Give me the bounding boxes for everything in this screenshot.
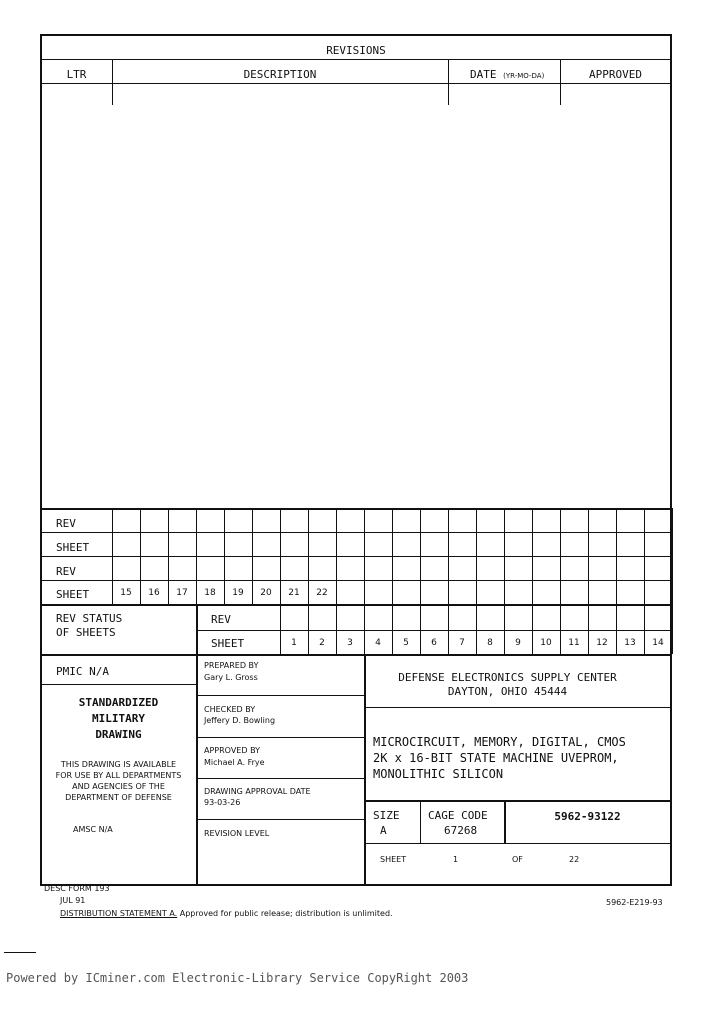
size-value: A (380, 824, 387, 837)
upper-grid-vline (336, 508, 337, 604)
upper-sheet-number: 22 (316, 588, 328, 598)
lower-sheet-number: 14 (652, 638, 664, 648)
std-line1: STANDARDIZED (78, 696, 159, 709)
upper-grid-vline (420, 508, 421, 604)
upper-grid-vline (532, 508, 533, 604)
pmic-divider (41, 684, 196, 685)
rev-status-divider (196, 604, 198, 886)
upper-rev-label-1: REV (56, 517, 76, 530)
revisions-title: REVISIONS (326, 44, 386, 57)
avail-line2: FOR USE BY ALL DEPARTMENTS (55, 771, 182, 780)
upper-sheet-number: 19 (232, 588, 244, 598)
drawing-number: 5962-93122 (554, 810, 621, 823)
title-line2: 2K x 16-BIT STATE MACHINE UVEPROM, (373, 751, 619, 765)
sig-line-2 (196, 737, 364, 738)
of-value: 22 (569, 855, 580, 864)
std-line2: MILITARY (92, 712, 145, 725)
revisions-col-divider-1 (112, 59, 113, 105)
lower-sheet-number: 1 (291, 638, 297, 648)
rev-status-line2: OF SHEETS (56, 626, 116, 639)
distribution-statement (60, 909, 393, 918)
revisions-col-divider-2 (448, 59, 449, 105)
col-date (470, 69, 544, 81)
size-label: SIZE (373, 809, 400, 822)
rev-status-sheet-label: SHEET (211, 637, 245, 650)
checked-name: Jeffery D. Bowling (204, 716, 276, 725)
col-ltr: LTR (66, 68, 87, 81)
sig-line-1 (196, 695, 364, 696)
rev-grid-line-3 (41, 580, 671, 581)
lower-sheet-number: 10 (540, 638, 552, 648)
agency-line1: DEFENSE ELECTRONICS SUPPLY CENTER (398, 671, 617, 684)
agency-divider (364, 707, 671, 708)
form-number: 5962-E219-93 (606, 898, 663, 907)
std-line3: DRAWING (95, 728, 142, 741)
col-description: DESCRIPTION (243, 68, 317, 81)
distribution-text: Approved for public release; distribution is unlimited. (179, 909, 393, 918)
lower-sheet-number: 12 (596, 638, 608, 648)
rev-grid-top (41, 508, 671, 510)
agency-line2: DAYTON, OHIO 45444 (447, 685, 568, 698)
upper-grid-vline (504, 508, 505, 604)
upper-grid-vline (672, 508, 673, 604)
prepared-name: Gary L. Gross (204, 673, 258, 682)
upper-sheet-number: 20 (260, 588, 272, 598)
lower-sheet-number: 3 (347, 638, 353, 648)
col-approved: APPROVED (589, 68, 642, 81)
upper-grid-vline (616, 508, 617, 604)
rev-status-rev-label: REV (211, 613, 231, 626)
of-label: OF (512, 855, 523, 864)
form-line1: DESC FORM 193 (44, 884, 110, 893)
upper-rev-label-2: REV (56, 565, 76, 578)
lower-sheet-number: 2 (319, 638, 325, 648)
prepared-label: PREPARED BY (204, 661, 259, 670)
revision-level-label: REVISION LEVEL (204, 829, 270, 838)
avail-line1: THIS DRAWING IS AVAILABLE (60, 760, 177, 769)
sig-line-4 (196, 819, 364, 820)
rev-status-line1: REV STATUS (56, 612, 123, 625)
upper-grid-vline (476, 508, 477, 604)
avail-line3: AND AGENCIES OF THE (72, 782, 165, 791)
lower-sheet-number: 5 (403, 638, 409, 648)
upper-grid-vline (644, 508, 645, 604)
approval-date: 93-03-26 (204, 798, 241, 807)
lower-sheet-number: 11 (568, 638, 580, 648)
upper-sheet-number: 21 (288, 588, 300, 598)
upper-sheet-number: 18 (204, 588, 216, 598)
upper-grid-vline (560, 508, 561, 604)
sheet-value: 1 (453, 855, 459, 864)
cage-value: 67268 (444, 824, 478, 837)
upper-sheet-number: 17 (176, 588, 188, 598)
revisions-header-divider (41, 83, 671, 84)
amsc-label: AMSC N/A (73, 825, 113, 834)
revisions-title-divider (41, 59, 671, 60)
lower-sheet-number: 4 (375, 638, 381, 648)
rev-grid-line-2 (41, 556, 671, 557)
rev-status-bottom (41, 654, 671, 656)
lower-sheet-number: 9 (515, 638, 521, 648)
size-col-divider (420, 800, 421, 843)
title-line3: MONOLITHIC SILICON (373, 767, 504, 781)
lower-sheet-number: 7 (459, 638, 465, 648)
lower-sheet-number: 8 (487, 638, 493, 648)
checked-label: CHECKED BY (204, 705, 256, 714)
col-date-format: (YR-MO-DA) (503, 72, 545, 80)
lower-sheet-number: 13 (624, 638, 636, 648)
col-date-label: DATE (470, 68, 497, 81)
rev-status-mid (196, 630, 671, 631)
rev-grid-line-1 (41, 532, 671, 533)
upper-grid-vline (364, 508, 365, 604)
upper-grid-vline (448, 508, 449, 604)
title-line1: MICROCIRCUIT, MEMORY, DIGITAL, CMOS (373, 735, 626, 749)
footer-short-rule (4, 952, 36, 953)
lower-grid-vline (672, 604, 673, 654)
approval-date-label: DRAWING APPROVAL DATE (204, 787, 311, 796)
upper-grid-vline (588, 508, 589, 604)
lower-sheet-number: 6 (431, 638, 437, 648)
upper-grid-vline (392, 508, 393, 604)
watermark: Powered by ICminer.com Electronic-Library Service CopyRight 2003 (6, 971, 469, 985)
form-line2: JUL 91 (60, 896, 86, 905)
upper-sheet-number: 15 (120, 588, 132, 598)
approved-name: Michael A. Frye (204, 758, 265, 767)
size-divider (364, 843, 671, 844)
upper-sheet-label-1: SHEET (56, 541, 90, 554)
pmic-label: PMIC N/A (56, 665, 109, 678)
distribution-prefix: DISTRIBUTION STATEMENT A. (60, 909, 178, 918)
sheet-label: SHEET (380, 855, 407, 864)
upper-sheet-label-2: SHEET (56, 588, 90, 601)
title-divider (364, 800, 671, 802)
upper-sheet-number: 16 (148, 588, 160, 598)
rev-grid-line-4 (41, 604, 671, 606)
sig-line-3 (196, 778, 364, 779)
cage-label: CAGE CODE (428, 809, 488, 822)
revisions-col-divider-3 (560, 59, 561, 105)
approved-label: APPROVED BY (204, 746, 261, 755)
avail-line4: DEPARTMENT OF DEFENSE (65, 793, 172, 802)
